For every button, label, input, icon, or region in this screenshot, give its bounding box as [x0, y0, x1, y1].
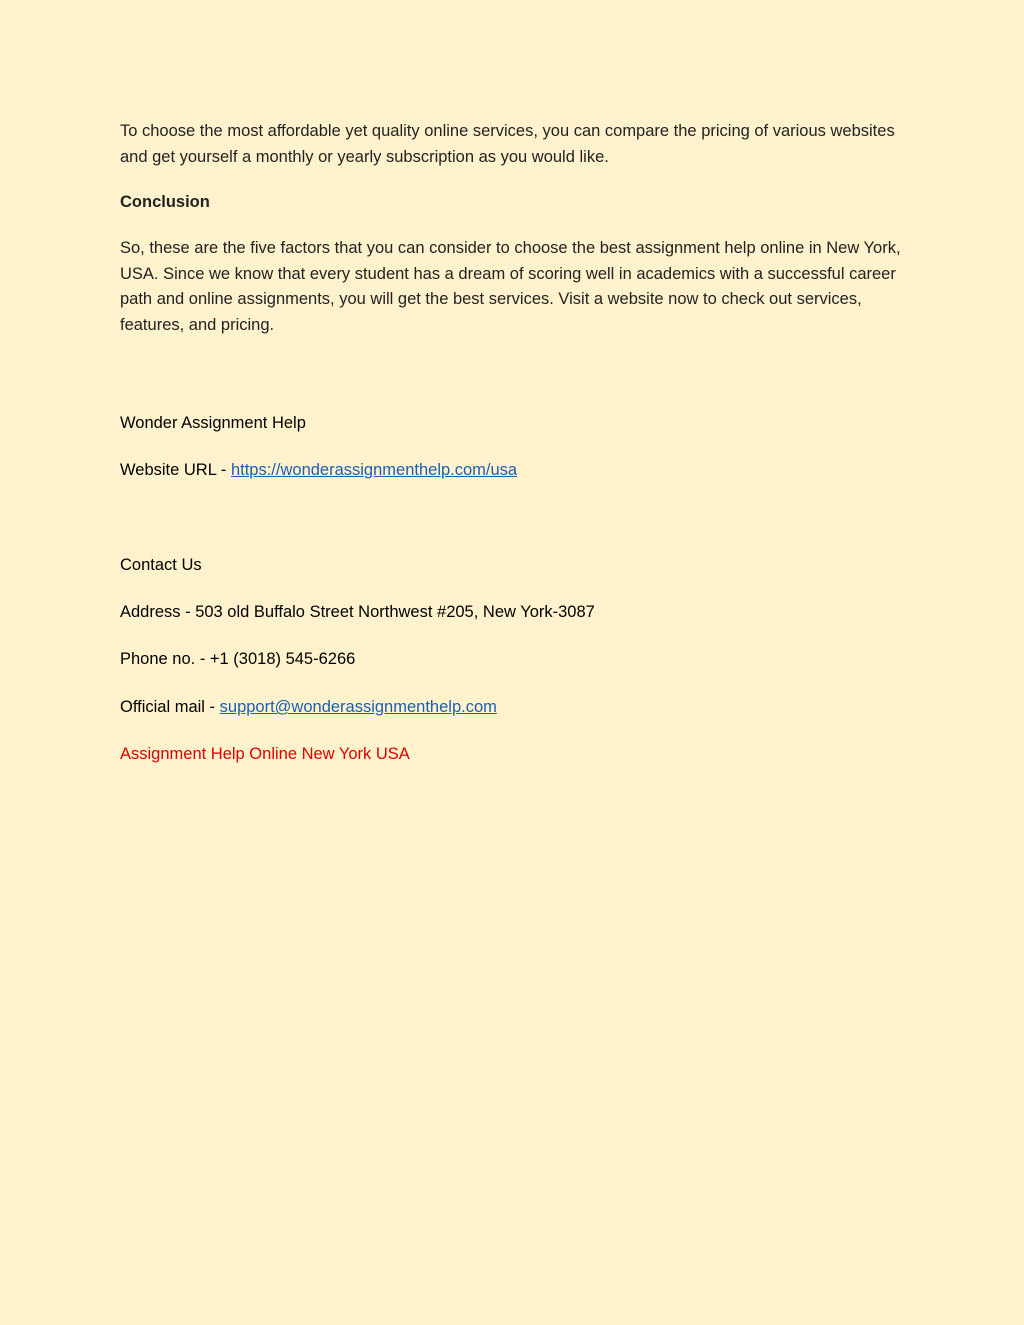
contact-heading: Contact Us [120, 556, 202, 574]
tagline: Assignment Help Online New York USA [120, 745, 410, 763]
mail-link[interactable]: support@wonderassignmenthelp.com [219, 698, 497, 716]
mail-line [120, 695, 497, 721]
company-name: Wonder Assignment Help [120, 414, 306, 432]
website-line [120, 458, 517, 484]
website-link[interactable]: https://wonderassignmenthelp.com/usa [230, 461, 518, 479]
intro-paragraph: To choose the most affordable yet quality online services, you can compare the pricing of various websites and get yourself a monthly or yearly subscription as you would like. [120, 122, 895, 166]
phone-line: Phone no. - +1 (3018) 545-6266 [120, 650, 356, 668]
mail-label: Official mail - [120, 698, 220, 716]
address-line: Address - 503 old Buffalo Street Northwest #205, New York-3087 [120, 603, 595, 621]
conclusion-paragraph: So, these are the five factors that you can consider to choose the best assignment help online in New York, USA. Since we know that every student has a dream of scoring well in academics with a successful career path and online assignments, you will get the best services. Visit a website now to check out services, features, and pricing. [120, 239, 901, 334]
website-label: Website URL - [120, 461, 231, 479]
conclusion-heading: Conclusion [120, 193, 210, 211]
